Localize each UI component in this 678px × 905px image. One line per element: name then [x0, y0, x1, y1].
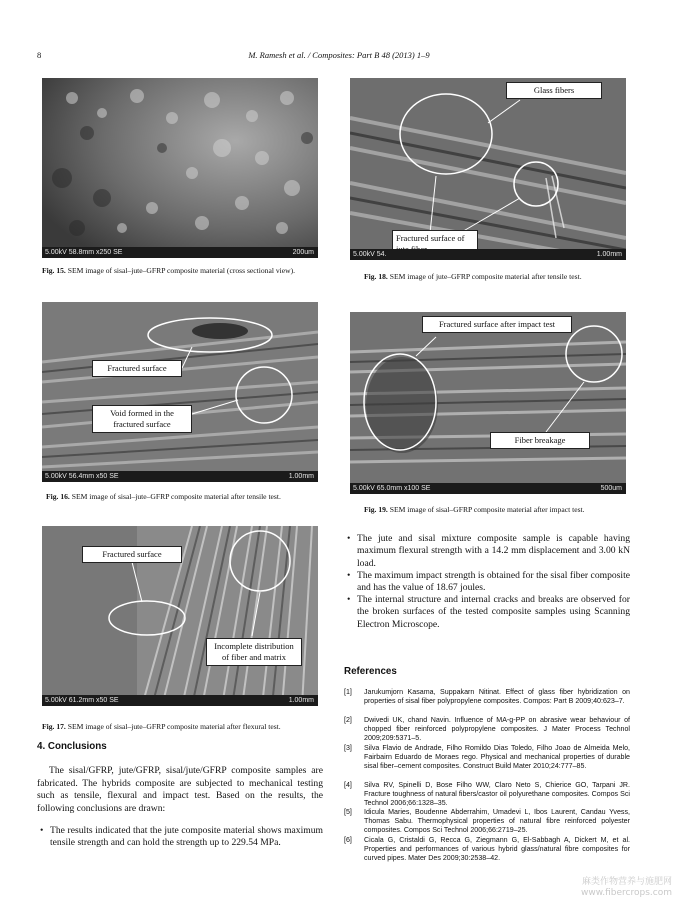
conclusion-bullet-3: • The maximum impact strength is obtained for the sisal fiber composite and has the value of 18.67 joules.: [347, 570, 630, 594]
fig18-info-left: 5.00kV 54.: [353, 251, 387, 258]
reference-item: [1] Jarukumjorn Kasama, Suppakarn Nitinat. Effect of glass fiber hybridization on properties of sisal fiber polypropylene composites. Compos: Part B 2009;40:623–7.: [344, 688, 630, 706]
fig19-scale-bar: 500um: [600, 485, 622, 492]
fig18-sem-image: [350, 78, 626, 260]
fig19-sem-image: [350, 312, 626, 494]
fig19-info-left: 5.00kV 65.0mm x100 SE: [353, 485, 431, 492]
conclusion-bullet-1: • The results indicated that the jute composite material shows maximum tensile strength and can hold the strength up to 229.54 MPa.: [40, 825, 323, 849]
fig16-caption: Fig. 16. SEM image of sisal–jute–GFRP composite material after tensile test.: [46, 492, 281, 501]
fig17-scale-bar: 1.00mm: [288, 697, 314, 704]
fig15-caption: Fig. 15. SEM image of sisal–jute–GFRP composite material (cross sectional view).: [42, 266, 296, 275]
conclusions-paragraph: The sisal/GFRP, jute/GFRP, sisal/jute/GFRP composite samples are fabricated. The hybrids composite are subjected to mechanical testing such as tensile, flexural and impact test. Based on the results, the following conclusions are drawn:: [37, 765, 323, 814]
fig15-scale-bar: 200um: [292, 249, 314, 256]
fig15-sem-image: [42, 78, 318, 258]
fig17-label-fractured-surface: Fractured surface: [82, 546, 182, 563]
fig18-label-fractured-jute: Fractured surface of: [392, 230, 478, 258]
fig19-label-fiber-breakage: Fiber breakage: [490, 432, 590, 449]
fig17-label-incomplete-distribution: Incomplete distribution of fiber and matrix: [206, 638, 302, 666]
fig17-info-left: 5.00kV 61.2mm x50 SE: [45, 697, 119, 704]
fig19-label-fractured-impact: Fractured surface after impact test: [422, 316, 572, 333]
conclusion-bullet-4: • The internal structure and internal cracks and breaks are observed for the broken surfaces of the tested composite samples using Scanning Electron Microscope.: [347, 594, 630, 630]
running-head: M. Ramesh et al. / Composites: Part B 48 (2013) 1–9: [248, 50, 430, 60]
reference-item: [6] Cicala G, Cristaldi G, Recca G, Ziegmann G, El-Sabbagh A, Dickert M, et al. Properties and performances of various hybrid glass/natural fibre composites for curved pipes. Mater Des 2009;30:2538–42.: [344, 836, 630, 863]
references-heading: References: [344, 666, 397, 677]
fig16-sem-image: [42, 302, 318, 482]
watermark: 麻类作物营养与施肥网 www.fibercrops.com: [581, 877, 672, 898]
fig16-label-void: Void formed in the fractured surface: [92, 405, 192, 433]
reference-item: [5] Idicula Maries, Boudenne Abderrahim, Umadevi L, Ibos Laurent, Candau Yvess, Thomas Sabu. Thermophysical properties of natural fibre reinforced polyester composites. Compos Sci Technol 2006;66:2719–25.: [344, 808, 630, 835]
reference-item: [4] Silva RV, Spinelli D, Bose Filho WW, Claro Neto S, Chierice GO, Tarpani JR. Fracture toughness of natural fibers/castor oil polyurethane composites. Compos Sci Technol 2006;66:1328–35.: [344, 781, 630, 808]
fig17-caption: Fig. 17. SEM image of sisal–jute–GFRP composite material after flexural test.: [42, 722, 281, 731]
fig18-caption: Fig. 18. SEM image of jute–GFRP composite material after tensile test.: [364, 272, 582, 281]
page-number: 8: [37, 50, 42, 60]
conclusions-heading: 4. Conclusions: [37, 741, 107, 752]
fig18-scale-bar: 1.00mm: [596, 251, 622, 258]
fig16-info-left: 5.00kV 56.4mm x50 SE: [45, 473, 119, 480]
reference-item: [3] Silva Flavio de Andrade, Filho Romildo Dias Toledo, Filho Joao de Almeida Melo, Fairbairn Eduardo de Moraes rego. Physical and mechanical properties of durable sisal fiber–cement composites. Construct Build Mater 2010;24:777–85.: [344, 744, 630, 771]
fig18-label-glass-fibers: Glass fibers: [506, 82, 602, 99]
fig16-label-fractured-surface: Fractured surface: [92, 360, 182, 377]
reference-item: [2] Dwivedi UK, chand Navin. Influence of MA-g-PP on abrasive wear behaviour of chopped fiber reinforced polypropylene composites. J Mater Process Technol 2009;209:5371–5.: [344, 716, 630, 743]
conclusion-bullet-2: • The jute and sisal mixture composite sample is capable having maximum flexural strength with a 14.2 mm displacement and 3.00 kN load.: [347, 533, 630, 569]
fig17-sem-image: [42, 526, 318, 706]
fig19-caption: Fig. 19. SEM image of sisal–GFRP composite material after impact test.: [364, 505, 585, 514]
fig15-info-left: 5.00kV 58.8mm x250 SE: [45, 249, 123, 256]
fig16-scale-bar: 1.00mm: [288, 473, 314, 480]
